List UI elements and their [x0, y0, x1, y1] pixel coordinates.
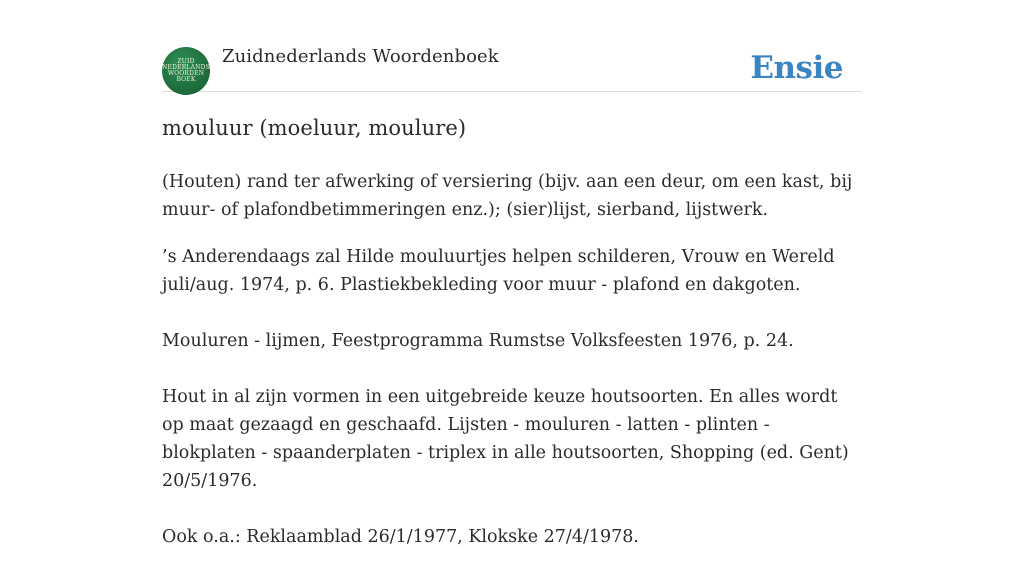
site-name[interactable]: Zuidnederlands Woordenboek — [222, 46, 499, 67]
article-card — [162, 40, 862, 547]
quote-item: ’s Anderendaags zal Hilde mouluurtjes helpen schilderen, Vrouw en Wereld juli/aug. 1974, p. 6. Plastiekbekleding voor muur - plafond en dakgoten. — [162, 247, 835, 295]
quotes-list — [162, 243, 862, 551]
quote-item: Ook o.a.: Reklaamblad 26/1/1977, Klokske 27/4/1978. — [162, 527, 639, 547]
site-header — [162, 40, 862, 92]
ensie-brand-logo[interactable]: Ensie — [750, 50, 843, 86]
logo-line: BOEK — [176, 76, 196, 83]
quote-item: Hout in al zijn vormen in een uitgebreide keuze houtsoorten. En alles wordt op maat gezaagd en geschaafd. Lijsten - mouluren - latten - plinten - blokplaten - spaanderplaten - triplex in alle houtsoorten, Shopping (ed. Gent) 20/5/1976. — [162, 387, 849, 491]
logo-line: WOORDEN — [167, 70, 205, 77]
quote-item: Mouluren - lijmen, Feestprogramma Rumstse Volksfeesten 1976, p. 24. — [162, 331, 794, 351]
entry-title: mouluur (moeluur, moulure) — [162, 116, 467, 140]
dictionary-logo[interactable] — [162, 47, 210, 95]
logo-line: NEDERLANDS — [162, 64, 210, 71]
entry-definition: (Houten) rand ter afwerking of versiering (bijv. aan een deur, om een kast, bij muur- of plafondbetimmeringen enz.); (sier)lijst, sierband, lijstwerk. — [162, 172, 853, 220]
entry-content — [162, 168, 862, 579]
logo-line: ZUID — [177, 58, 195, 65]
